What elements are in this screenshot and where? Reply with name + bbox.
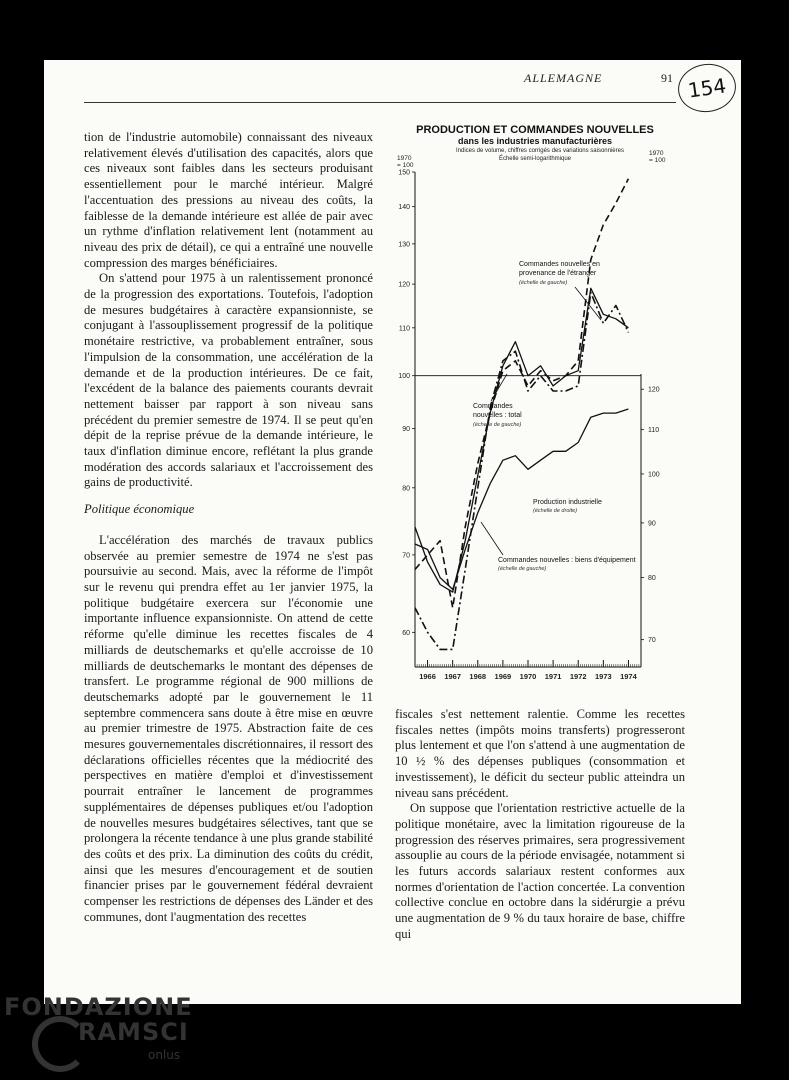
watermark-logo-line2: RAMSCI [78,1018,189,1046]
chart-note: Échelle semi-logarithmique [498,156,572,162]
x-tick-label: 1968 [469,672,487,681]
chart-subtitle: dans les industries manufacturières [457,136,613,146]
paragraph: On s'attend pour 1975 à un ralentissement prononcé de la progression des exportations. Toutefois, l'adoption de mesures budgétaires à caractère expansionniste, se conjugant à l'assouplissement progressif de la politique monétaire restrictive, va probablement entraîner, sous l'impulsion de la consommation, une accélération de la demande et de la production intérieures. De ce fait, l'excédent de la balance des paiements courants devrait nettement baisser par rapport à son niveau sans précédent du premier semestre de 1974. Il se peut qu'en dépit de la reprise prévue de la demande intérieure, le taux d'inflation diminue encore, reflétant la plus grande modération des accords salariaux et l'accroissement des gains de productivité. [84,271,373,490]
series-label: Commandes nouvelles en [519,261,600,268]
chart-canvas [395,124,685,689]
series-label: provenance de l'étranger [519,270,597,277]
x-tick-label: 1972 [569,672,587,681]
x-tick-label: 1967 [444,672,462,681]
left-tick-label: 100 [398,373,410,381]
paragraph: L'accélération des marchés de travaux publics observée au premier semestre de 1974 ne s'est pas poursuivie au second. Mais, avec la réforme de l'impôt sur le revenu qui prendra effet au 1er janvier 1975, la politique budgétaire exercera sur l'économie une importante influence expansionniste. On attend de cette réforme qu'elle diminue les recettes fiscales de 4 milliards de deutschemarks et qu'elle accroisse de 10 milliards de deutschemarks le montant des dépenses de transfert. Le programme régional de 900 millions de deutschemarks adopté par le gouvernement le 11 septembre commencera sans doute à être mise en œuvre au premier trimestre de 1975. Abstraction faite de ces mesures gouvernementales discrétionnaires, il ressort des déclarations officielles récentes que la médiocrité des perspectives en matière d'emploi et d'investissement pourrait entraîner le lancement de programmes supplémentaires de dépenses publiques et/ou l'adoption de nouvelles mesures budgétaires sélectives, tant que se prolongera la récente tendance à une plus grande stabilité des coûts et des prix. La diminution des coûts du crédit, ainsi que les mesures d'encouragement et de soutien financier prises par le gouvernement fédéral devraient compenser les restrictions de dépenses des Länder et des communes, dont l'augmentation des recettes [84,532,373,924]
left-tick-label: 150 [398,169,410,177]
left-axis-base: 1970 = 100 [397,155,414,169]
chart-note: Indices de volume, chiffres corrigés des variations saisonnières [456,148,624,154]
left-tick-label: 120 [398,281,410,289]
paragraph: fiscales s'est nettement ralentie. Comme les recettes fiscales nettes (impôts moins transferts) progresseront plus lentement et que l'on s'attend à une augmentation de 10 ½ % des dépenses publiques (consommation et investissement), le déficit du secteur public atteindra un niveau sans précédent. [395,707,685,800]
left-tick-label: 140 [398,204,410,212]
header-rule [84,102,676,103]
left-tick-label: 130 [398,241,410,249]
running-title: ALLEMAGNE [524,71,603,85]
left-tick-label: 60 [402,629,410,637]
series-label: Production industrielle [533,499,602,506]
series-scale-label: (échelle de gauche) [498,566,547,572]
section-title: Politique économique [84,502,195,517]
page-number: 91 [661,71,673,85]
right-tick-label: 100 [648,471,660,479]
chart [395,124,685,689]
left-column [84,130,373,925]
paragraph: tion de l'industrie automobile) connaissant des niveaux relativement élevés d'utilisation des capacités, alors que ces niveaux sont faibles dans les secteurs produisant essentiellement pour le marché intérieur. Malgré l'accentuation des pressions au niveau des coûts, la faiblesse de la demande intérieure est allée de pair avec un rythme d'inflation relativement lent (notamment au niveau des prix de détail), ce qui a entraîné une nouvelle compression des marges bénéficiaires. [84,130,373,270]
series-line-1 [415,179,628,608]
paragraph: On suppose que l'orientation restrictive actuelle de la politique monétaire, avec la limitation rigoureuse de la progression des réserves primaires, sera progressivement assouplie au cours de la période envisagée, notamment si les futurs accords salariaux restent conformes aux normes d'orientation de l'action concertée. La convention collective conclue en octobre dans la sidérurgie a prévu une augmentation de 9 % du taux horaire de base, chiffre qui [395,801,685,941]
handwritten-stamp: 154 [675,60,739,116]
series-scale-label: (échelle de gauche) [473,422,522,428]
x-tick-label: 1966 [419,672,436,681]
right-axis-base: 1970 = 100 [649,150,666,164]
label-leader [481,522,503,555]
series-scale-label: (échelle de gauche) [519,280,568,286]
left-tick-label: 80 [402,485,410,493]
x-tick-label: 1969 [494,672,512,681]
series-label: nouvelles : total [473,412,522,419]
series-line-2 [415,288,628,592]
series-line-3 [415,293,628,650]
right-tick-label: 120 [648,386,660,394]
left-tick-label: 90 [402,426,410,434]
left-tick-label: 110 [398,325,410,333]
left-tick-label: 70 [402,552,410,560]
x-tick-label: 1974 [620,672,637,681]
chart-title: PRODUCTION ET COMMANDES NOUVELLES [416,124,654,136]
right-tick-label: 80 [648,575,656,583]
right-tick-label: 70 [648,637,656,645]
right-tick-label: 110 [648,427,660,435]
series-label: Commandes [473,403,513,410]
x-tick-label: 1970 [519,672,537,681]
watermark-onlus: onlus [148,1048,181,1062]
series-label: Commandes nouvelles : biens d'équipement [498,557,636,564]
right-column [395,707,685,943]
watermark-logo: FONDAZIONE [4,993,193,1021]
x-tick-label: 1971 [544,672,562,681]
series-scale-label: (échelle de droite) [533,508,578,514]
right-tick-label: 90 [648,520,656,528]
x-tick-label: 1973 [594,672,612,681]
